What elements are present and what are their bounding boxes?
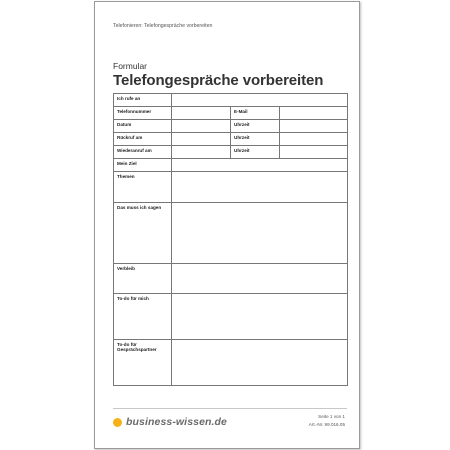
field-uhrzeit[interactable] bbox=[280, 133, 348, 146]
form-row-themen bbox=[114, 172, 348, 203]
field-todo-mich[interactable] bbox=[172, 294, 348, 340]
field-das-muss-ich-sagen[interactable] bbox=[172, 203, 348, 264]
field-uhrzeit[interactable] bbox=[280, 146, 348, 159]
field-email[interactable] bbox=[280, 107, 348, 120]
form-row-rueckruf bbox=[114, 133, 348, 146]
form-row-mein-ziel bbox=[114, 159, 348, 172]
label-email: E-Mail bbox=[231, 107, 280, 120]
label-mein-ziel: Mein Ziel bbox=[114, 159, 172, 172]
label-datum: Datum bbox=[114, 120, 172, 133]
field-rueckruf[interactable] bbox=[172, 133, 231, 146]
label-uhrzeit: Uhrzeit bbox=[231, 146, 280, 159]
label-ich-rufe-an: Ich rufe an bbox=[114, 94, 172, 107]
field-themen[interactable] bbox=[172, 172, 348, 203]
field-mein-ziel[interactable] bbox=[172, 159, 348, 172]
form-row-todo-partner bbox=[114, 340, 348, 386]
logo-dot-icon bbox=[113, 418, 122, 427]
field-telefonnummer[interactable] bbox=[172, 107, 231, 120]
label-verbleib: Verbleib bbox=[114, 264, 172, 294]
form-row-todo-mich bbox=[114, 294, 348, 340]
phone-form-table bbox=[113, 93, 348, 386]
label-wiederanruf: Wiederanruf am bbox=[114, 146, 172, 159]
breadcrumb: Telefonieren: Telefongespräche vorbereiten bbox=[113, 23, 213, 29]
field-uhrzeit[interactable] bbox=[280, 120, 348, 133]
label-themen: Themen bbox=[114, 172, 172, 203]
label-telefonnummer: Telefonnummer bbox=[114, 107, 172, 120]
document-page bbox=[94, 1, 360, 449]
form-row-wiederanruf bbox=[114, 146, 348, 159]
form-row-das-muss-ich-sagen bbox=[114, 203, 348, 264]
document-subtitle: Formular bbox=[113, 61, 148, 71]
label-todo-partner: To-do für Gesprächspartner bbox=[114, 340, 172, 386]
form-row-verbleib bbox=[114, 264, 348, 294]
brand-name: business-wissen.de bbox=[126, 416, 228, 428]
field-ich-rufe-an[interactable] bbox=[172, 94, 348, 107]
label-rueckruf: Rückruf am bbox=[114, 133, 172, 146]
form-row-datum bbox=[114, 120, 348, 133]
label-uhrzeit: Uhrzeit bbox=[231, 120, 280, 133]
page-number: Seite 1 von 1 bbox=[318, 414, 345, 419]
brand-logo[interactable] bbox=[113, 416, 227, 428]
field-datum[interactable] bbox=[172, 120, 231, 133]
field-wiederanruf[interactable] bbox=[172, 146, 231, 159]
form-row-ich-rufe-an bbox=[114, 94, 348, 107]
article-number: Art.-Nr. 99.016.05 bbox=[308, 422, 345, 427]
field-todo-partner[interactable] bbox=[172, 340, 348, 386]
label-uhrzeit: Uhrzeit bbox=[231, 133, 280, 146]
label-todo-mich: To-do für mich bbox=[114, 294, 172, 340]
page-title: Telefongespräche vorbereiten bbox=[113, 72, 324, 89]
field-verbleib[interactable] bbox=[172, 264, 348, 294]
form-row-telefonnummer bbox=[114, 107, 348, 120]
footer-divider bbox=[113, 408, 347, 409]
label-das-muss-ich-sagen: Das muss ich sagen bbox=[114, 203, 172, 264]
